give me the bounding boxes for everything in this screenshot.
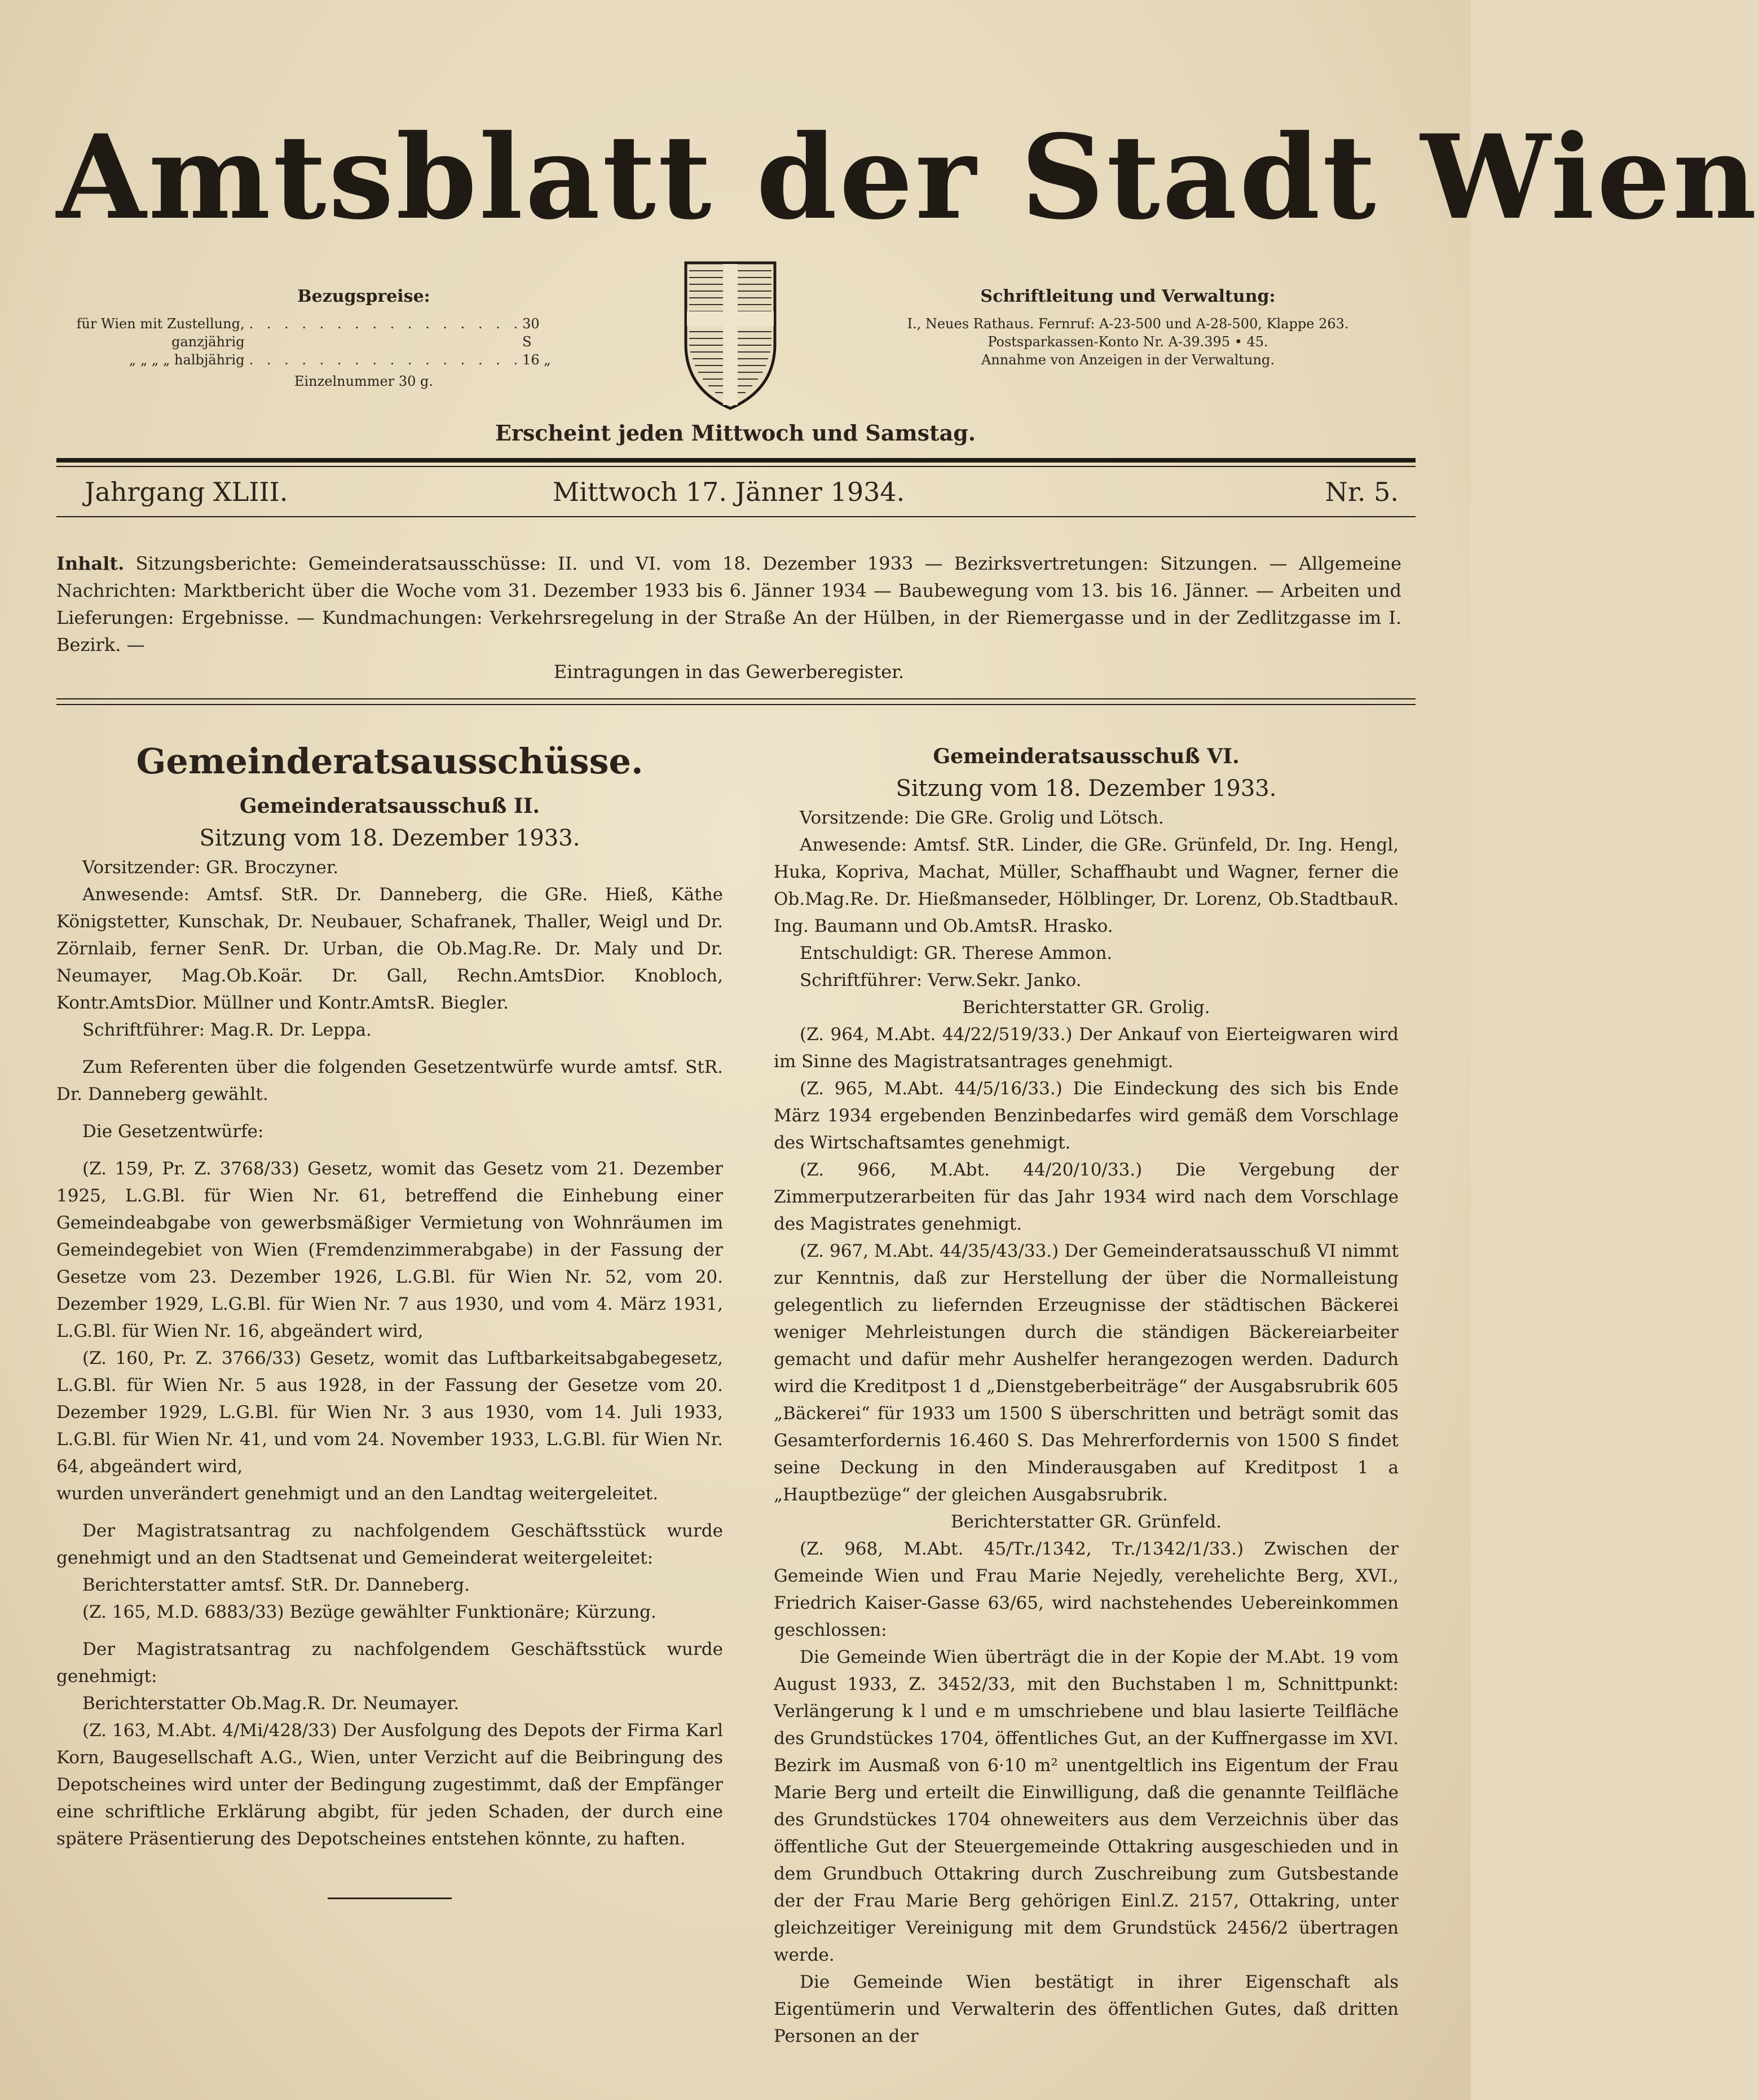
- agenda-item: (Z. 968, M.Abt. 45/Tr./1342, Tr./1342/1/33.) Zwischen der Gemeinde Wien und Frau Marie Nejedly, verehelichte Berg, XVI., Friedrich Kaiser-Gasse 63/65, wird nachstehendes Uebereinkommen geschlossen:: [774, 1539, 1399, 1640]
- editorial-box: [840, 288, 1416, 369]
- price-label: für Wien mit Zustellung, ganzjährig: [76, 316, 245, 350]
- reporter: Berichterstatter GR. Grünfeld.: [950, 1512, 1222, 1532]
- agenda-item: (Z. 165, M.D. 6883/33) Bezüge gewählter Funktionäre; Kürzung.: [82, 1602, 656, 1622]
- issue-line: [85, 475, 1399, 509]
- contents-text: Sitzungsberichte: Gemeinderatsausschüsse: II. und VI. vom 18. Dezember 1933 — Bezirksvertretungen: Sitzungen. — Allgemeine Nachrichten: Marktbericht über die Woche vom 31. Dezember 1933 bis 6. Jänner 1934 — Baubewegung vom 13. bis 16. Jänner. — Arbeiten und Lieferungen: Ergebnisse. — Kundmachungen: Verkehrsregelung in der Straße An der Hülben, in der Riemergasse und in der Zedlitzgasse im I. Bezirk. —: [56, 553, 1402, 655]
- agenda-item: (Z. 163, M.Abt. 4/Mi/428/33) Der Ausfolgung des Depots der Firma Karl Korn, Baugesellschaft A.G., Wien, unter Verzicht auf die Beibringung des Depotscheines wird unter der Bedingung zugestimmt, daß der Empfänger eine schriftliche Erklärung abgibt, für jeden Schaden, der durch eine spätere Präsentierung des Depotscheines entstehen könnte, zu haften.: [56, 1720, 723, 1849]
- agenda-item: (Z. 966, M.Abt. 44/20/10/33.) Die Vergebung der Zimmerputzerarbeiten für das Jahr 1934 wird nach dem Vorschlage des Magistrates genehmigt.: [774, 1160, 1399, 1234]
- session-date: Sitzung vom 18. Dezember 1933.: [199, 825, 580, 851]
- drafts-label: Die Gesetzentwürfe:: [82, 1121, 264, 1142]
- agreement-paragraph: Die Gemeinde Wien überträgt die in der Kopie der M.Abt. 19 vom August 1933, Z. 3452/33, mit den Buchstaben l m, Schnittpunkt: Verlängerung k l und e m umschriebene und blau lasierte Teilfläche des Grundstückes 1704, öffentliches Gut, an der Kuffnergasse im XVI. Bezirk im Ausmaß von 6·10 m² unentgeltlich ins Eigentum der Frau Marie Berg und erteilt die Einwilligung, daß die genannte Teilfläche des Grundstückes 1704 ohneweiters aus dem Verzeichnis über das öffentliche Gut der Steuergemeinde Ottakring ausgeschieden und in dem Grundbuch Ottakring durch Zuschreibung zum Gutsbestande der der Frau Marie Berg gehörigen Einl.Z. 2157, Ottakring, unter gleichzeitiger Vereinigung mit dem Grundstück 2456/2 übertragen werde.: [774, 1647, 1399, 1965]
- volume: Jahrgang XLIII.: [85, 477, 288, 507]
- section-heading: Gemeinderatsausschüsse.: [136, 741, 643, 782]
- attendees: Anwesende: Amtsf. StR. Linder, die GRe. Grünfeld, Dr. Ing. Hengl, Huka, Kopriva, Machat, Müller, Schaffhaubt und Wagner, ferner die Ob.Mag.Re. Dr. Hießmanseder, Hölblinger, Dr. Lorenz, Ob.StadtbauR. Ing. Baumann und Ob.AmtsR. Hrasko.: [774, 835, 1399, 936]
- price-label: „ „ „ „ halbjährig: [129, 352, 245, 368]
- vienna-coat-of-arms-icon: [682, 259, 778, 412]
- draft-item: (Z. 160, Pr. Z. 3766/33) Gesetz, womit das Luftbarkeitsabgabegesetz, L.G.Bl. für Wien Nr. 5 aus 1928, in der Fassung der Gesetze vom 20. Dezember 1929, L.G.Bl. für Wien Nr. 3 aus 1930, vom 14. Juli 1933, L.G.Bl. für Wien Nr. 41, und vom 24. November 1933, L.G.Bl. für Wien Nr. 64, abgeändert wird,: [56, 1348, 723, 1477]
- drafts-result: wurden unverändert genehmigt und an den Landtag weitergeleitet.: [56, 1483, 658, 1504]
- ads-note: Annahme von Anzeigen in der Verwaltung.: [981, 352, 1275, 368]
- subscription-box: [62, 288, 553, 390]
- price-row-halfyearly: [62, 351, 553, 369]
- referent-paragraph: Zum Referenten über die folgenden Gesetzentwürfe wurde amtsf. StR. Dr. Danneberg gewählt.: [56, 1057, 723, 1104]
- postal-account: Postsparkassen-Konto Nr. A-39.395 • 45.: [987, 334, 1268, 350]
- divider: [56, 466, 1416, 467]
- spacer: [56, 1108, 723, 1118]
- price-value: 30 S: [522, 316, 540, 350]
- committee-heading: Gemeinderatsausschuß VI.: [933, 745, 1240, 768]
- agreement-paragraph: Die Gemeinde Wien bestätigt in ihrer Eigenschaft als Eigentümerin und Verwalterin des öffentlichen Gutes, daß dritten Personen an der: [774, 1972, 1399, 2046]
- contents-last-line: Eintragungen in das Gewerberegister.: [553, 661, 905, 683]
- left-column: [56, 733, 723, 1899]
- agenda-item: (Z. 965, M.Abt. 44/5/16/33.) Die Eindeckung des sich bis Ende März 1934 ergebenden Benzinbedarfes wird gemäß dem Vorschlage des Wirtschaftsamtes genehmigt.: [774, 1078, 1399, 1153]
- draft-item: (Z. 159, Pr. Z. 3768/33) Gesetz, womit das Gesetz vom 21. Dezember 1925, L.G.Bl. für Wien Nr. 61, betreffend die Einhebung einer Gemeindeabgabe von gewerbsmäßiger Vermietung von Wohnräumen im Gemeindegebiet von Wien (Fremdenzimmerabgabe) in der Fassung der Gesetze vom 23. Dezember 1926, L.G.Bl. für Wien Nr. 52, vom 20. Dezember 1929, L.G.Bl. für Wien Nr. 7 aus 1930, und vom 4. März 1931, L.G.Bl. für Wien Nr. 16, abgeändert wird,: [56, 1159, 723, 1341]
- spacer: [56, 1626, 723, 1636]
- divider: [56, 698, 1416, 699]
- session-date: Sitzung vom 18. Dezember 1933.: [896, 776, 1277, 802]
- spacer: [56, 1507, 723, 1517]
- editorial-title: Schriftleitung und Verwaltung:: [980, 287, 1276, 306]
- table-of-contents: [56, 550, 1401, 685]
- masthead-title: Amtsblatt der Stadt Wien: [56, 110, 1759, 245]
- excused: Entschuldigt: GR. Therese Ammon.: [800, 943, 1113, 963]
- price-row-yearly: [62, 315, 553, 351]
- end-rule: [328, 1898, 452, 1899]
- dot-leader: . . . . . . . . . . . . . . . .: [249, 352, 523, 368]
- right-column: [774, 733, 1399, 2050]
- divider: [56, 458, 1416, 463]
- secretary: Schriftführer: Verw.Sekr. Janko.: [800, 970, 1082, 990]
- attendees: Anwesende: Amtsf. StR. Dr. Danneberg, die GRe. Hieß, Käthe Königstetter, Kunschak, Dr. Neubauer, Schafranek, Thaller, Weigl und Dr. Zörnlaib, ferner SenR. Dr. Urban, die Ob.Mag.Re. Dr. Maly und Dr. Neumayer, Mag.Ob.Koär. Dr. Gall, Rechn.AmtsDior. Knobloch, Kontr.AmtsDior. Müllner und Kontr.AmtsR. Biegler.: [56, 884, 723, 1013]
- reporter: Berichterstatter GR. Grolig.: [962, 997, 1210, 1018]
- issue-number: Nr. 5.: [1325, 477, 1399, 507]
- editorial-address: I., Neues Rathaus. Fernruf: A-23-500 und A-28-500, Klappe 263.: [907, 316, 1349, 332]
- dot-leader: . . . . . . . . . . . . . . . .: [249, 316, 523, 332]
- single-issue-price: Einzelnummer 30 g.: [294, 373, 434, 389]
- chairs: Vorsitzende: Die GRe. Grolig und Lötsch.: [800, 808, 1164, 828]
- issue-date: Mittwoch 17. Jänner 1934.: [553, 477, 905, 507]
- spacer: [56, 1044, 723, 1054]
- reporter: Berichterstatter amtsf. StR. Dr. Danneberg.: [82, 1575, 470, 1595]
- divider: [56, 704, 1416, 705]
- secretary: Schriftführer: Mag.R. Dr. Leppa.: [82, 1020, 372, 1040]
- reporter: Berichterstatter Ob.Mag.R. Dr. Neumayer.: [82, 1693, 460, 1714]
- chair: Vorsitzender: GR. Broczyner.: [82, 857, 339, 878]
- agenda-item: (Z. 964, M.Abt. 44/22/519/33.) Der Ankauf von Eierteigwaren wird im Sinne des Magistratsantrages genehmigt.: [774, 1024, 1399, 1072]
- agenda-item: (Z. 967, M.Abt. 44/35/43/33.) Der Gemeinderatsausschuß VI nimmt zur Kenntnis, daß zur Herstellung der über die Normalleistung gelegentlich zu liefernden Erzeugnisse der städtischen Bäckerei weniger Mehrleistungen durch die ständigen Bäckereiarbeiter gemacht und dafür mehr Aushelfer herangezogen werden. Dadurch wird die Kreditpost 1 d „Dienstgeberbeiträge“ der Ausgabsrubrik 605 „Bäckerei“ für 1933 um 1500 S überschritten und beträgt somit das Gesamterfordernis 16.460 S. Das Mehrerfordernis von 1500 S findet seine Deckung in den Minderausgaben auf Kreditpost 1 a „Hauptbezüge“ der gleichen Ausgabsrubrik.: [774, 1241, 1399, 1505]
- subscription-title: Bezugspreise:: [297, 287, 430, 306]
- spacer: [56, 1145, 723, 1155]
- price-value: 16 „: [522, 352, 551, 368]
- divider: [56, 516, 1416, 517]
- contents-label: Inhalt.: [56, 553, 125, 574]
- motion-paragraph: Der Magistratsantrag zu nachfolgendem Geschäftsstück wurde genehmigt:: [56, 1639, 723, 1687]
- committee-heading: Gemeinderatsausschuß II.: [239, 794, 540, 818]
- motion-paragraph: Der Magistratsantrag zu nachfolgendem Geschäftsstück wurde genehmigt und an den Stadtsenat und Gemeinderat weitergeleitet:: [56, 1521, 723, 1568]
- publication-frequency: Erscheint jeden Mittwoch und Samstag.: [495, 420, 976, 446]
